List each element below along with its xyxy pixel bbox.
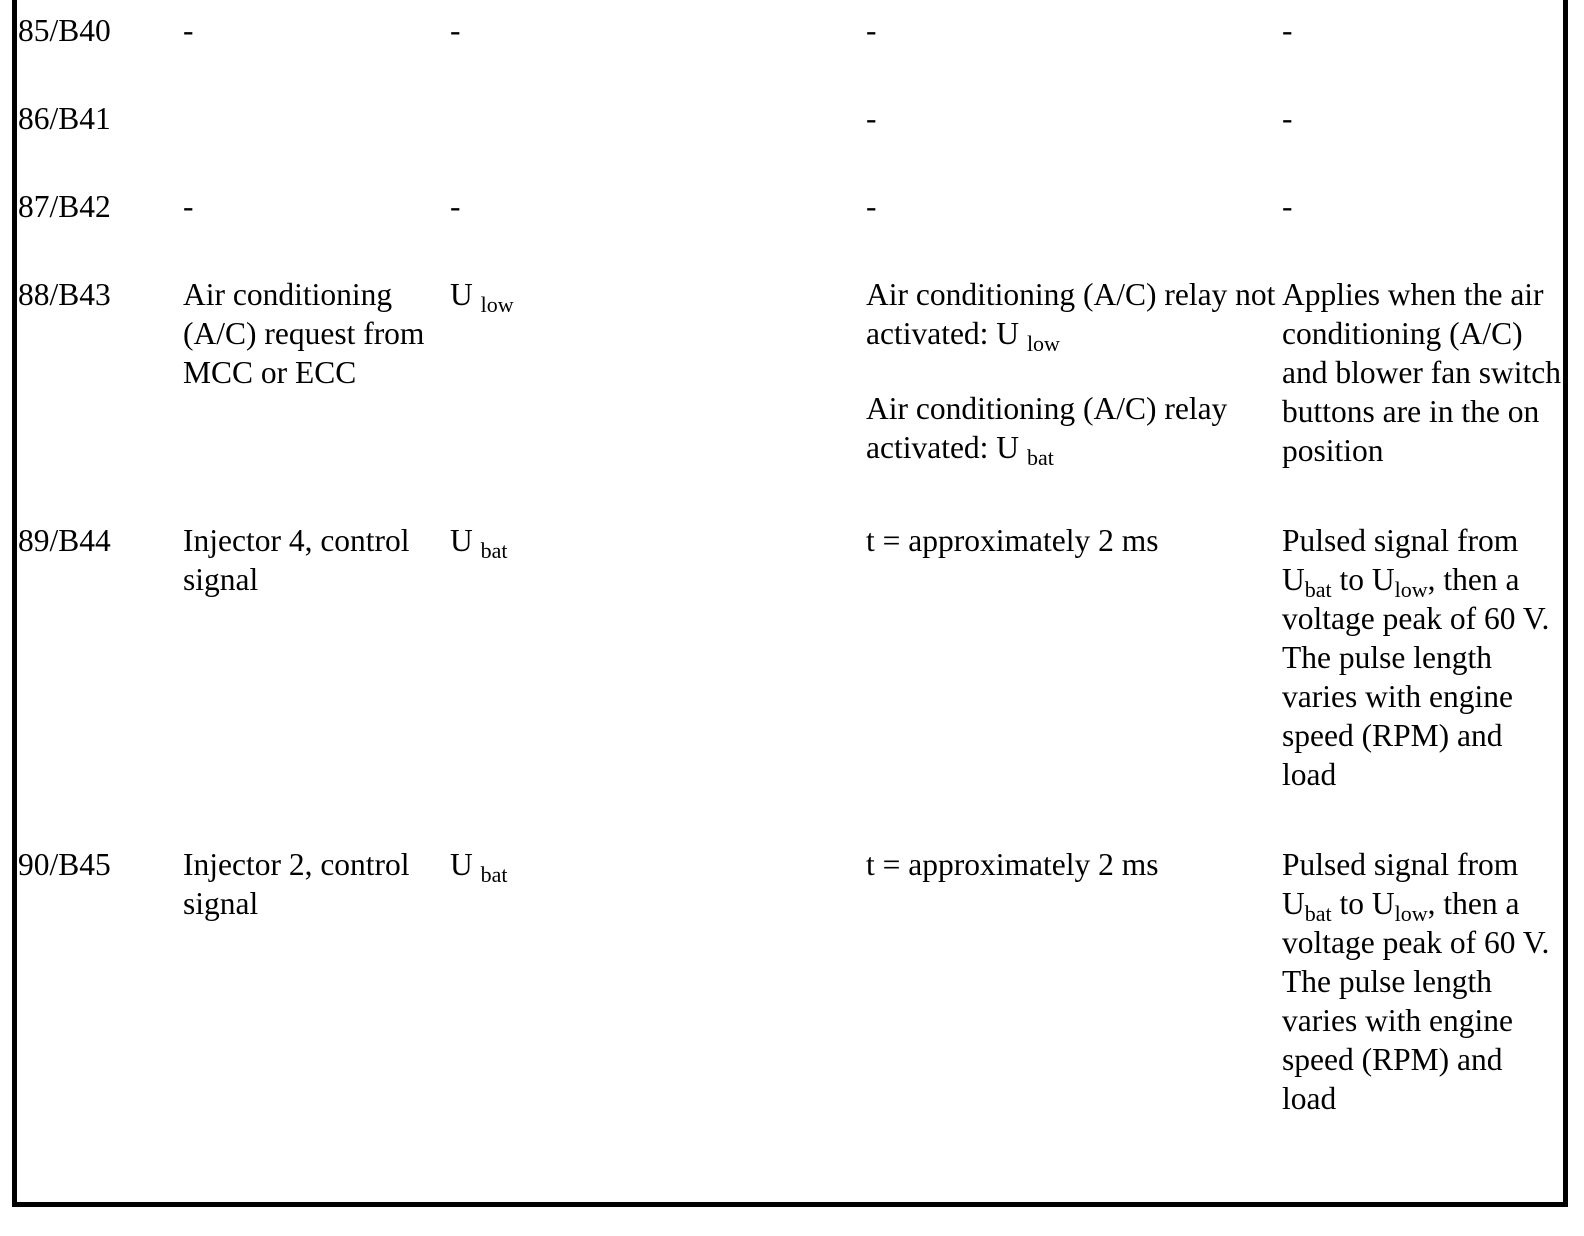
reference-symbol: U [450, 523, 473, 558]
value-cell: - [866, 189, 877, 224]
value-cell: - [866, 13, 877, 48]
reference-symbol: U [450, 277, 473, 312]
note-text: Pulsed signal from U [1282, 523, 1519, 597]
value-cell: t = approximately 2 ms [866, 847, 1159, 882]
reference-cell: - [450, 13, 461, 48]
table-row [17, 0, 1563, 88]
value-cell [866, 264, 1282, 510]
table-row [17, 834, 1563, 1158]
pin-table [17, 0, 1563, 1158]
note-text: to U [1331, 886, 1395, 921]
value-text: Air conditioning (A/C) relay not activated: U [866, 277, 1276, 351]
note-text: , then a voltage peak of 60 V. The pulse length varies with engine speed (RPM) and load [1282, 562, 1550, 792]
note-cell [1282, 834, 1563, 1158]
reference-symbol: U [450, 847, 473, 882]
note-cell: - [1282, 101, 1293, 136]
value-paragraph-activated [866, 389, 1282, 470]
note-text: Pulsed signal from U [1282, 847, 1519, 921]
reference-cell [450, 834, 866, 1158]
table-row [17, 510, 1563, 834]
note-subscript: low [1394, 901, 1428, 926]
description-cell: - [183, 13, 194, 48]
reference-subscript: bat [480, 538, 508, 563]
note-subscript: bat [1304, 901, 1332, 926]
value-subscript: low [1026, 331, 1060, 356]
description-cell: Injector 2, control signal [183, 847, 410, 921]
pin-cell: 87/B42 [18, 189, 111, 224]
description-cell: Injector 4, control signal [183, 523, 410, 597]
reference-cell: - [450, 189, 461, 224]
reference-cell [450, 88, 866, 176]
pin-cell: 90/B45 [18, 847, 111, 882]
note-cell: Applies when the air conditioning (A/C) and blower fan switch buttons are in the on position [1282, 277, 1562, 468]
reference-cell [450, 264, 866, 510]
reference-subscript: low [480, 292, 514, 317]
value-cell: - [866, 101, 877, 136]
pin-cell: 88/B43 [18, 277, 111, 312]
description-cell [183, 88, 450, 176]
note-subscript: bat [1304, 577, 1332, 602]
note-cell [1282, 510, 1563, 834]
value-paragraph-not-activated [866, 275, 1282, 356]
pin-cell: 86/B41 [18, 101, 111, 136]
table-row [17, 176, 1563, 264]
value-text: Air conditioning (A/C) relay activated: U [866, 391, 1228, 465]
value-cell: t = approximately 2 ms [866, 523, 1159, 558]
pin-cell: 89/B44 [18, 523, 111, 558]
description-cell: Air conditioning (A/C) request from MCC or ECC [183, 277, 425, 390]
description-cell: - [183, 189, 194, 224]
note-cell: - [1282, 189, 1293, 224]
value-subscript: bat [1026, 445, 1054, 470]
table-row [17, 264, 1563, 510]
note-text: , then a voltage peak of 60 V. The pulse length varies with engine speed (RPM) and load [1282, 886, 1550, 1116]
note-cell: - [1282, 13, 1293, 48]
reference-cell [450, 510, 866, 834]
reference-subscript: bat [480, 862, 508, 887]
pin-cell: 85/B40 [18, 13, 111, 48]
note-subscript: low [1394, 577, 1428, 602]
table-row [17, 88, 1563, 176]
note-text: to U [1331, 562, 1395, 597]
